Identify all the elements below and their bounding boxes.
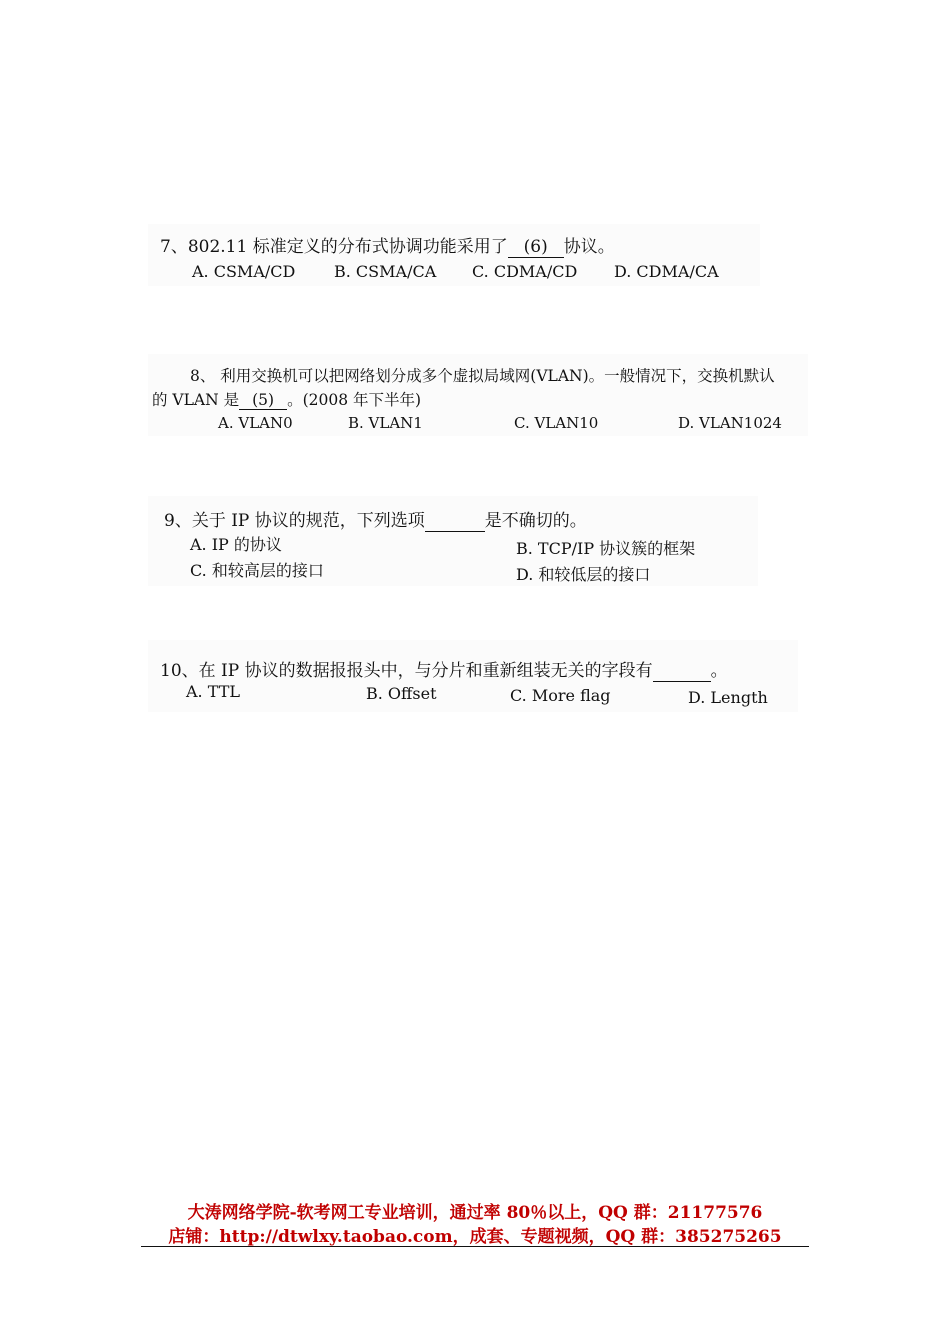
question-8 (148, 354, 808, 436)
footer-shop-line: 店铺：http://dtwlxy.taobao.com，成套、专题视频，QQ 群：385275265 (168, 1227, 782, 1247)
option-b: B. CSMA/CA (334, 262, 437, 281)
option-a: A. TTL (186, 682, 240, 701)
question-7 (148, 224, 760, 286)
option-b: B. Offset (366, 684, 437, 703)
option-a: A. IP 的协议 (190, 535, 282, 554)
stem-text: 。 (710, 661, 728, 681)
option-b: B. TCP/IP 协议簇的框架 (516, 539, 696, 558)
stem-text: 的 VLAN 是 (152, 391, 240, 409)
footer-divider (141, 1246, 809, 1247)
option-d: D. 和较低层的接口 (516, 565, 651, 584)
option-c: C. More flag (510, 686, 611, 705)
option-c: C. VLAN10 (514, 414, 599, 432)
question-stem (164, 506, 587, 532)
question-9 (148, 496, 758, 586)
question-10 (148, 640, 798, 712)
stem-text: 是不确切的。 (484, 511, 587, 531)
stem-text: 。(2008 年下半年) (287, 391, 422, 409)
option-a: A. CSMA/CD (192, 262, 296, 281)
answer-blank (653, 662, 711, 682)
stem-text: 9、关于 IP 协议的规范，下列选项 (164, 511, 425, 531)
option-d: D. Length (688, 688, 768, 707)
stem-text: 协议。 (563, 237, 615, 257)
answer-blank: (6) (508, 238, 564, 258)
question-stem-line-1: 8、 利用交换机可以把网络划分成多个虚拟局域网(VLAN)。一般情况下，交换机默认 (190, 367, 775, 385)
option-c: C. 和较高层的接口 (190, 561, 324, 580)
option-c: C. CDMA/CD (472, 262, 578, 281)
answer-blank: (5) (239, 392, 287, 410)
question-stem (160, 656, 728, 682)
option-a: A. VLAN0 (218, 414, 293, 432)
stem-text: 7、802.11 标准定义的分布式协调功能采用了 (160, 237, 508, 257)
footer-promo-line: 大涛网络学院-软考网工专业培训，通过率 80％以上，QQ 群：21177576 (187, 1203, 763, 1223)
option-d: D. CDMA/CA (614, 262, 719, 281)
answer-blank (425, 512, 485, 532)
question-stem-line-2 (152, 388, 421, 410)
option-b: B. VLAN1 (348, 414, 423, 432)
option-d: D. VLAN1024 (678, 414, 782, 432)
question-stem (160, 232, 615, 258)
stem-text: 10、在 IP 协议的数据报报头中，与分片和重新组装无关的字段有 (160, 661, 653, 681)
